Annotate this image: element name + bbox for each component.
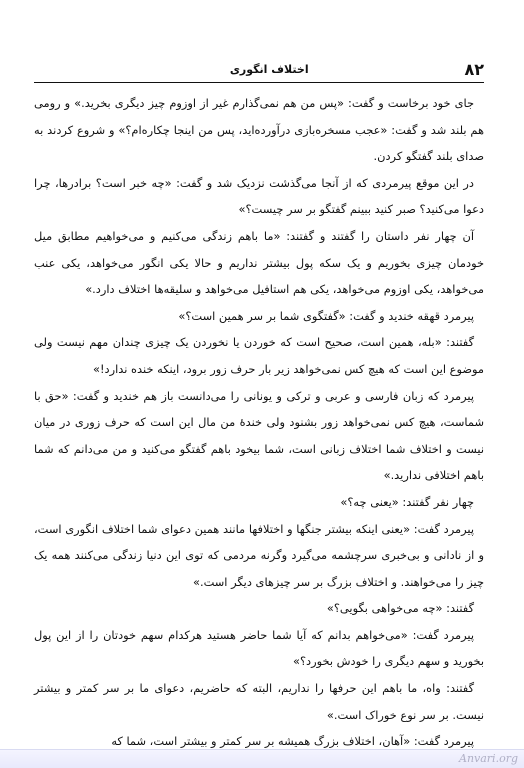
body-text [34, 90, 484, 749]
chapter-title: اختلاف انگوری [229, 62, 309, 76]
paragraph: چهار نفر گفتند: «یعنی چه؟» [340, 494, 474, 509]
paragraph: پیرمرد گفت: «آهان، اختلاف بزرگ همیشه بر سر کمتر و بیشتر است، شما که [111, 734, 474, 749]
paragraph: پیرمرد گفت: «می‌خواهم بدانم که آیا شما حاضر هستید هرکدام سهم خودتان را از این پول بخورید و سهم دیگری را خودش بخورد؟» [34, 627, 484, 669]
paragraph: گفتند: «بله، همین است، صحیح است که خوردن یا نخوردن یک چیزی چندان مهم نیست ولی موضوع این است که هیچ کس نمی‌خواهد زیر بار حرف زور برود، اینکه خنده ندارد!» [34, 335, 484, 376]
watermark-text: Anvari.org [459, 752, 518, 765]
paragraph: در این موقع پیرمردی که از آنجا می‌گذشت نزدیک شد و گفت: «چه خبر است؟ برادرها، چرا دعوا می‌کنید؟ صبر کنید ببینم گفتگو بر سر چیست؟» [34, 175, 484, 217]
paragraph: جای خود برخاست و گفت: «پس من هم نمی‌گذارم غیر از اوزوم چیز دیگری بخرید.» و رومی هم بلند شد و گفت: «عجب مسخره‌بازی درآورده‌اید، پس من اینجا چکاره‌ام؟» و شروع کردند به صدای بلند گفتگو کردن. [34, 96, 484, 164]
page-number: ۸۲ [464, 59, 484, 79]
header-rule [34, 82, 484, 83]
paragraph: پیرمرد گفت: «یعنی اینکه بیشتر جنگها و اختلافها مانند همین دعوای شما اختلاف انگوری است، و از نادانی و بی‌خبری سرچشمه می‌گیرد وگرنه مردمی که توی این دنیا زندگی می‌کنند همه یک چیز را می‌خواهند. و اختلاف بزرگ بر سر چیزهای دیگر است.» [34, 521, 484, 589]
paragraph: آن چهار نفر داستان را گفتند و گفتند: «ما باهم زندگی می‌کنیم و می‌خواهیم مطابق میل خودمان چیزی بخوریم و یک سکه پول بیشتر نداریم و حالا یکی انگور می‌خواهد، یکی عنب می‌خواهد، یکی اوزوم می‌خواهد، یکی هم استافیل می‌خواهد و سلیقه‌ها اختلاف دارد.» [34, 228, 484, 297]
paragraph: پیرمرد که زبان فارسی و عربی و ترکی و یونانی را می‌دانست باز هم خندید و گفت: «حق با شماست، هیچ کس نمی‌خواهد زور بشنود ولی خندهٔ من مال این است که حرف زوری در میان نیست و اختلاف شما اختلاف زبانی است، شما بیخود باهم گفتگو می‌کنید و من می‌دانم که شما باهم اختلافی ندارید.» [34, 388, 484, 483]
running-header [34, 58, 484, 80]
watermark-bar [0, 749, 524, 768]
paragraph: گفتند: «چه می‌خواهی بگویی؟» [326, 601, 474, 616]
paragraph: گفتند: واه، ما باهم این حرفها را نداریم، البته که حاضریم، دعوای ما بر سر کمتر و بیشتر نیست. بر سر نوع خوراک است.» [34, 681, 484, 722]
paragraph: پیرمرد قهقه خندید و گفت: «گفتگوی شما بر سر همین است؟» [178, 308, 474, 323]
